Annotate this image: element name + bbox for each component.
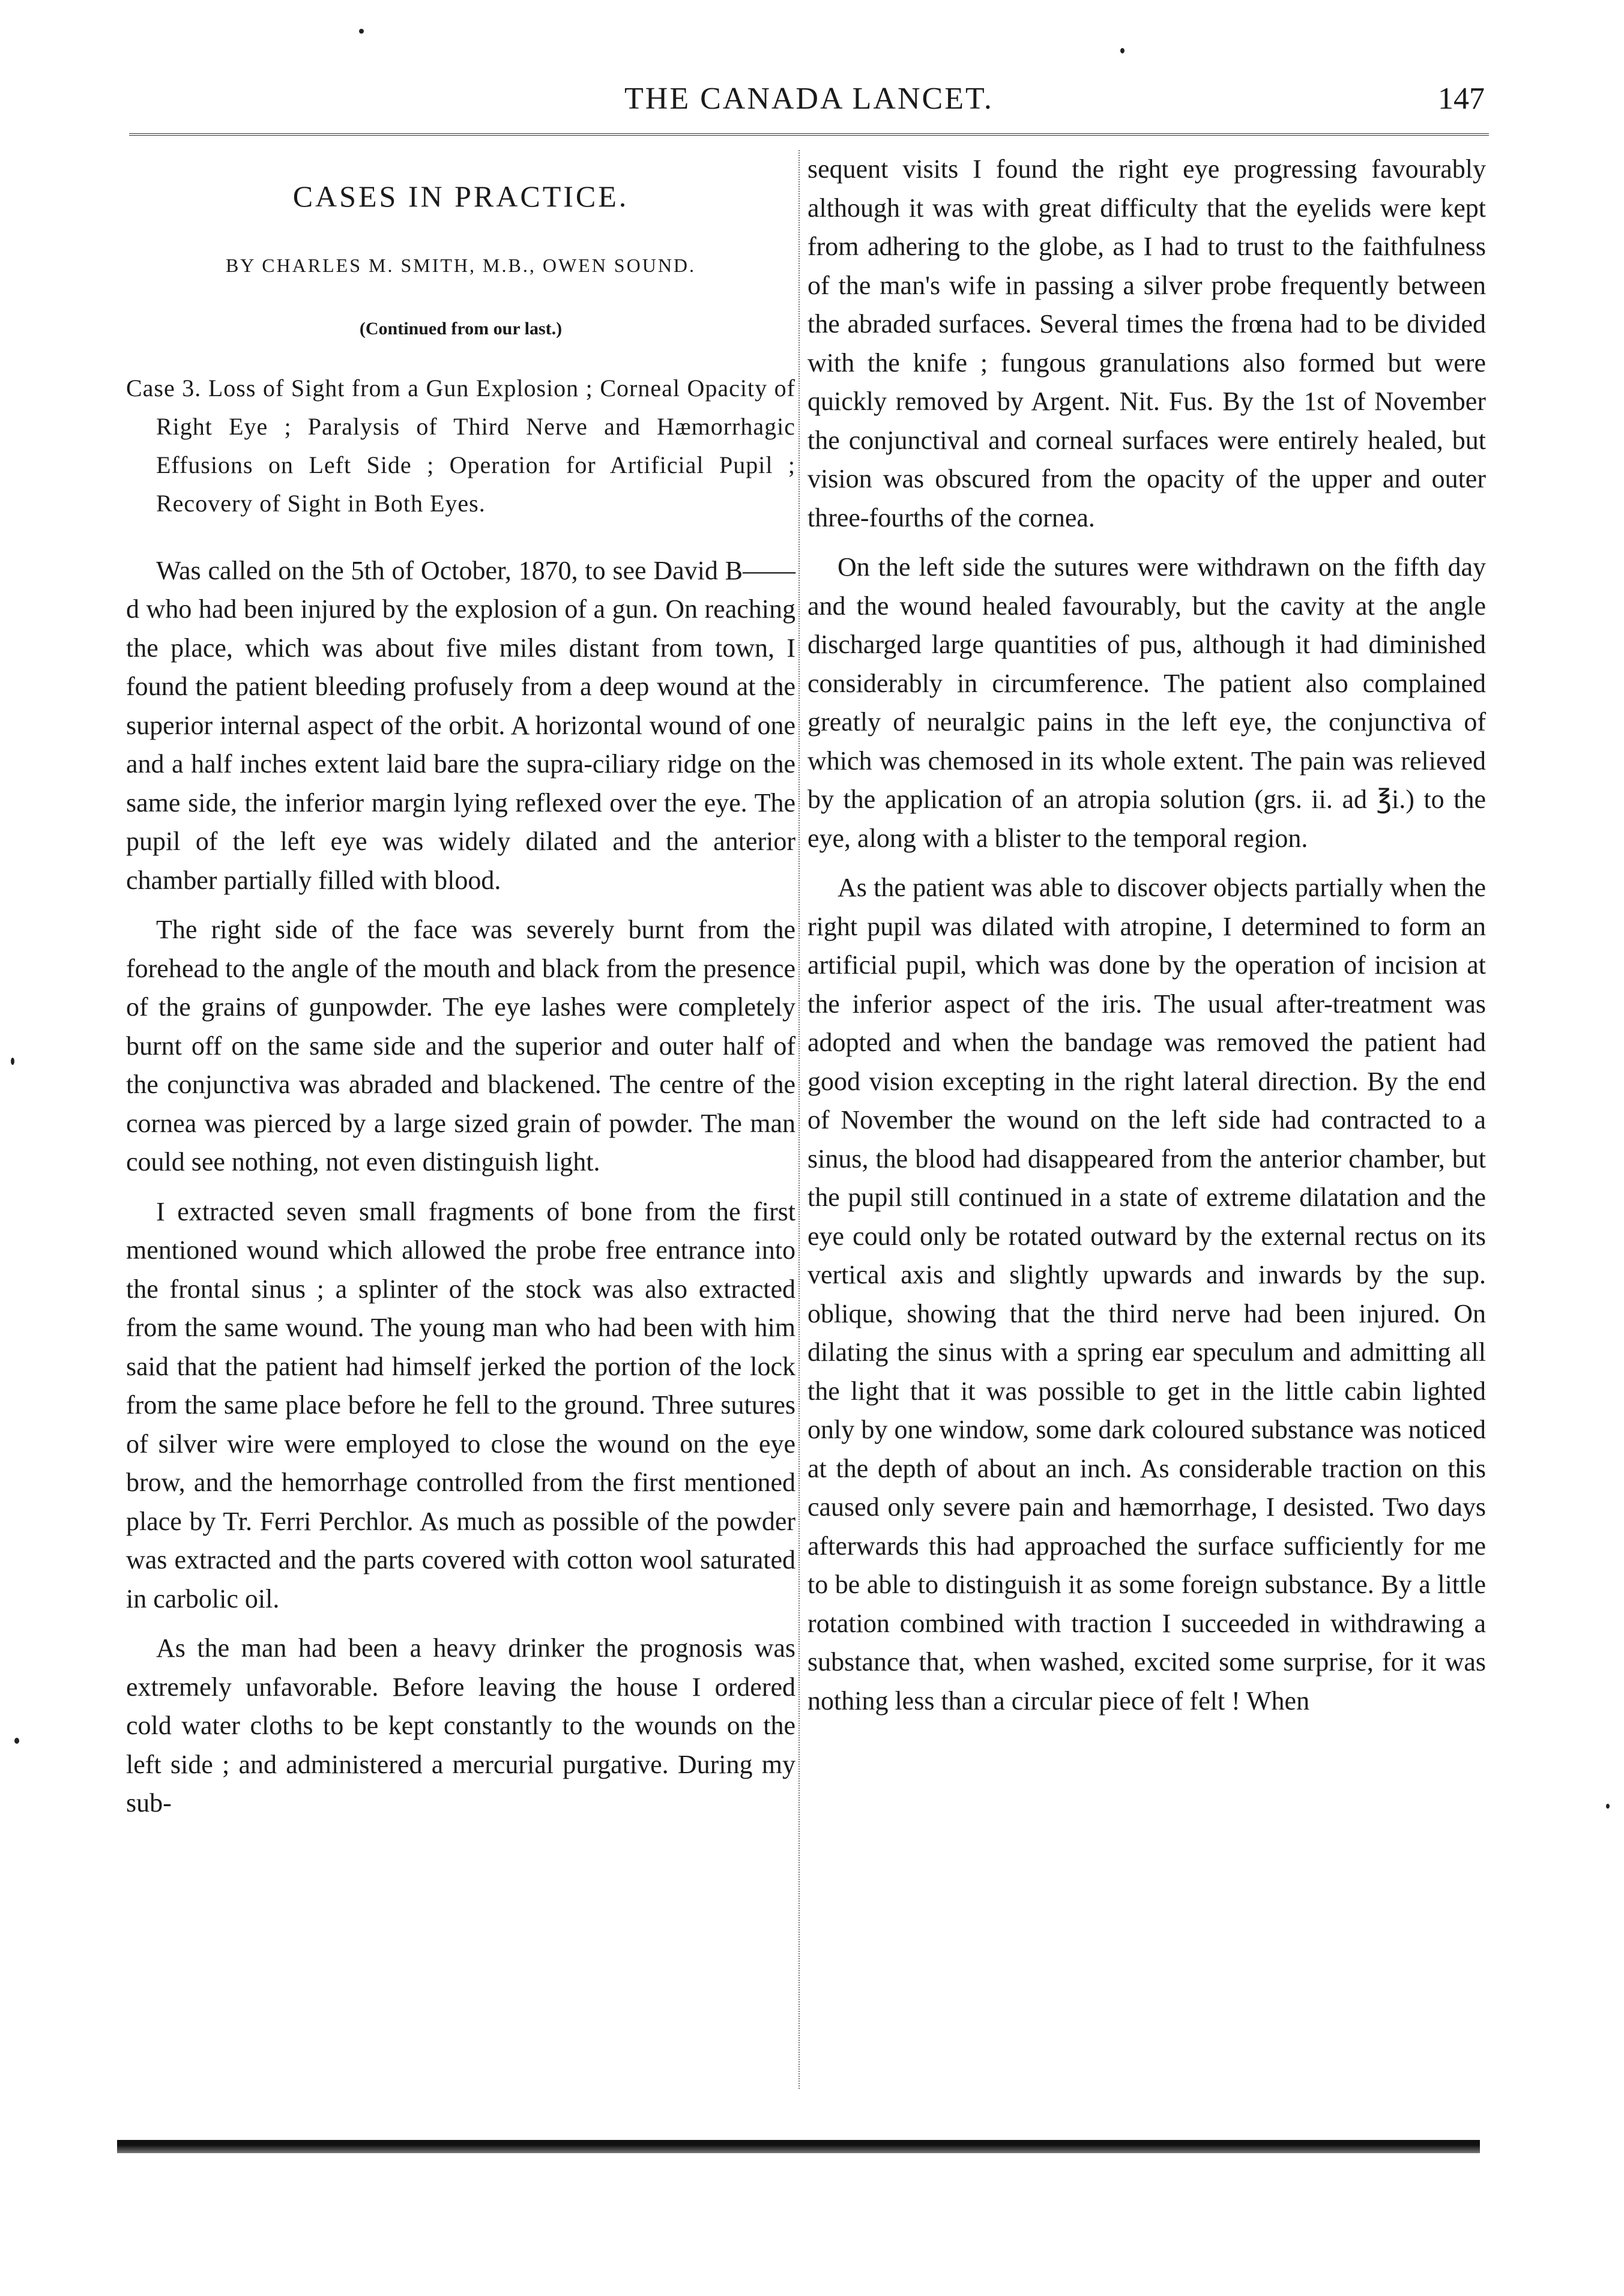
footer-rule — [117, 2140, 1480, 2153]
paragraph: As the patient was able to discover objects partially when the right pupil was dilated with atropine, I determined to form an artificial pupil, which was done by the operation of incision at the inferior aspect of the iris. The usual after-treatment was adopted and when the bandage was removed the patient had good vision excepting in the right lateral direction. By the end of November the wound on the left side had contracted to a sinus, the blood had disappeared from the anterior chamber, but the pupil still continued in a state of extreme dilatation and the eye could only be rotated outward by the external rectus on its vertical axis and slightly upwards and inwards by the sup. oblique, showing that the third nerve had been injured. On dilating the sinus with a spring ear speculum and admitting all the light that it was possible to get in the little cabin lighted only by one window, some dark coloured substance was noticed at the depth of about an inch. As considerable traction on this caused only severe pain and hæmorrhage, I desisted. Two days afterwards this had approached the surface sufficiently for me to be able to distinguish it as some foreign substance. By a little rotation combined with traction I succeeded in withdrawing a substance that, when washed, excited some surprise, for it was nothing less than a circular piece of felt ! When — [807, 873, 1486, 1716]
scan-speck — [1606, 1804, 1610, 1809]
scan-speck — [11, 1058, 14, 1065]
paragraph: Was called on the 5th of October, 1870, to see David B——d who had been injured by the explosion of a gun. On reaching the place, which was about five miles distant from town, I found the patient bleeding profusely from a deep wound at the superior internal aspect of the orbit. A horizontal wound of one and a half inches extent laid bare the supra-ciliary ridge on the same side, the inferior margin lying reflexed over the eye. The pupil of the left eye was widely dilated and the anterior chamber partially filled with blood. — [126, 555, 795, 895]
journal-title: THE CANADA LANCET. — [624, 82, 994, 116]
paragraph: The right side of the face was severely burnt from the forehead to the angle of the mouth and black from the presence of the grains of gunpowder. The eye lashes were completely burnt off on the same side and the superior and outer half of the conjunctiva was abraded and blackened. The centre of the cornea was pierced by a large sized grain of powder. The man could see nothing, not even distinguish light. — [126, 915, 795, 1177]
article-byline: BY CHARLES M. SMITH, M.B., OWEN SOUND. — [225, 254, 696, 276]
scan-speck — [14, 1738, 19, 1744]
continued-note: (Continued from our last.) — [359, 319, 563, 339]
paragraph: I extracted seven small fragments of bone from the first mentioned wound which allowed the probe free entrance into the frontal sinus ; a splinter of the stock was also extracted from the same wound. The young man who had been with him said that the patient had himself jerked the portion of the lock from the same place before he fell to the ground. Three sutures of silver wire were employed to close the wound on the eye brow, and the hemorrhage controlled from the first mentioned place by Tr. Ferri Perchlor. As much as possible of the powder was extracted and the parts covered with cotton wool saturated in carbolic oil. — [126, 1196, 795, 1614]
scan-speck — [359, 29, 364, 34]
left-column — [126, 153, 795, 1834]
article-title: CASES IN PRACTICE. — [292, 179, 629, 213]
paragraph: sequent visits I found the right eye progressing favourably although it was with great difficulty that the eyelids were kept from adhering to the globe, as I had to trust to the faithfulness of the man's wife in passing a silver probe frequently between the abraded surfaces. Several times the frœna had to be divided with the knife ; fungous granulations also formed but were quickly removed by Argent. Nit. Fus. By the 1st of November the conjunctival and corneal surfaces were entirely healed, but vision was obscured from the opacity of the upper and outer three-fourths of the cornea. — [807, 154, 1486, 532]
right-column — [807, 150, 1486, 1731]
paragraph: As the man had been a heavy drinker the prognosis was extremely unfavorable. Before leaving the house I ordered cold water cloths to be kept constantly to the wounds on the left side ; and administered a mercurial purgative. During my sub- — [126, 1633, 795, 1818]
paragraph: On the left side the sutures were withdrawn on the fifth day and the wound healed favourably, but the cavity at the angle discharged large quantities of pus, although it had diminished considerably in circumference. The patient also complained greatly of neuralgic pains in the left eye, the conjunctiva of which was chemosed in its whole extent. The pain was relieved by the application of an atropia solution (grs. ii. ad ℥i.) to the eye, along with a blister to the temporal region. — [807, 552, 1486, 853]
case-heading — [126, 369, 795, 523]
case-heading-text: Case 3. Loss of Sight from a Gun Explosion ; Corneal Opacity of Right Eye ; Paralysis of Third Nerve and Hæmorrhagic Effusions on Left Side ; Operation for Artificial Pupil ; Recovery of Sight in Both Eyes. — [126, 374, 795, 517]
page-number: 147 — [1438, 82, 1485, 116]
running-head — [0, 81, 1624, 129]
scan-speck — [1120, 48, 1124, 53]
header-rule — [129, 133, 1489, 136]
column-divider — [798, 150, 800, 2089]
